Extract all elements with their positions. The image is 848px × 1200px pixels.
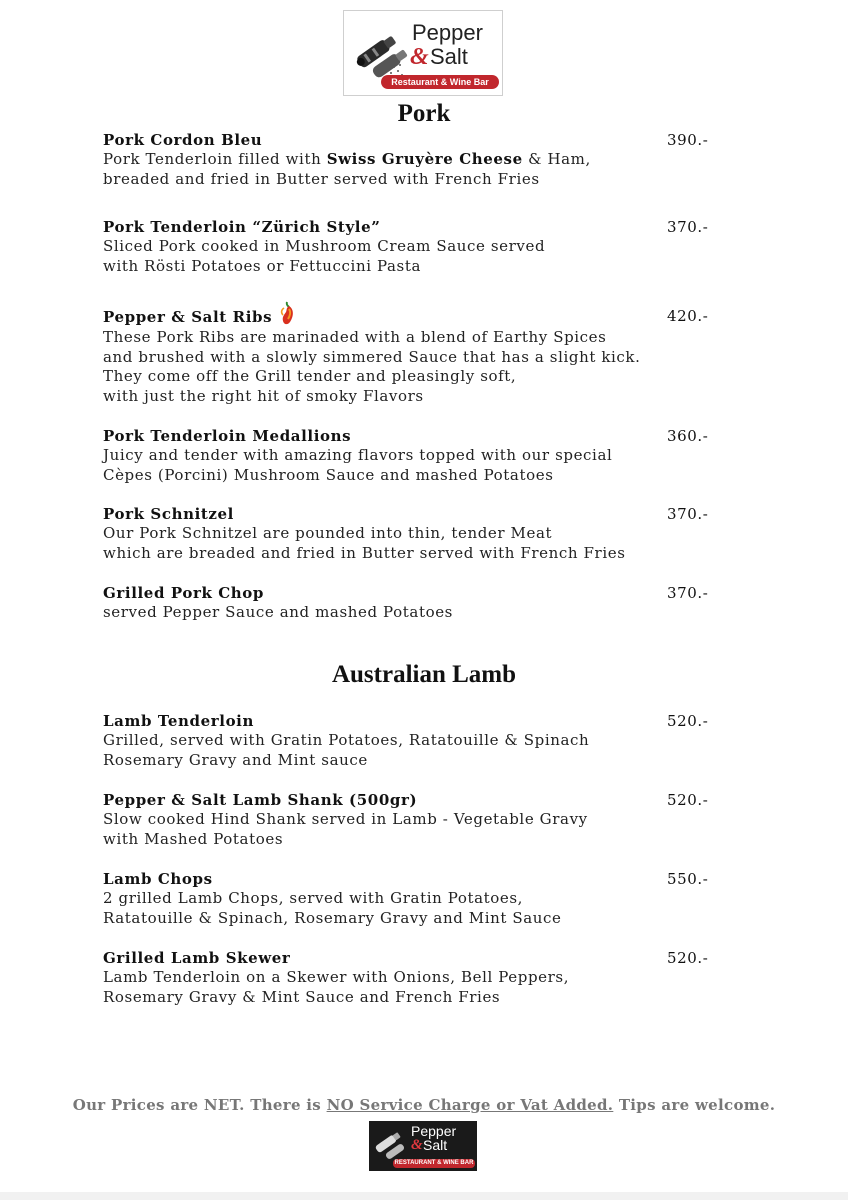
item-name: Pork Tenderloin “Zürich Style” <box>103 218 381 236</box>
item-price: 520.- <box>667 712 709 730</box>
no-service-charge-note: NO Service Charge or Vat Added. <box>326 1096 614 1114</box>
item-price: 520.- <box>667 949 709 967</box>
highlighted-ingredient: Swiss Gruyère Cheese <box>326 150 523 168</box>
item-description: Rosemary Gravy & Mint Sauce and French Fries <box>103 987 501 1006</box>
logo-tagline: RESTAURANT & WINE BAR <box>394 1160 474 1166</box>
logo-ampersand: & <box>411 1137 423 1153</box>
item-price: 370.- <box>667 218 709 236</box>
item-description: which are breaded and fried in Butter served with French Fries <box>103 543 626 562</box>
section-title-lamb: Australian Lamb <box>331 661 517 688</box>
item-description: Slow cooked Hind Shank served in Lamb - Vegetable Gravy <box>103 810 588 828</box>
item-description: with just the right hit of smoky Flavors <box>103 386 424 405</box>
page-bottom-edge <box>0 1192 848 1200</box>
item-price: 370.- <box>667 584 709 602</box>
item-description: Grilled, served with Gratin Potatoes, Ratatouille & Spinach <box>103 731 590 749</box>
menu-item <box>103 130 723 189</box>
item-description: Rosemary Gravy and Mint sauce <box>103 750 368 769</box>
item-description: served Pepper Sauce and mashed Potatoes <box>103 603 453 621</box>
logo-word-pepper: Pepper <box>412 20 483 45</box>
item-name: Pepper & Salt Lamb Shank (500gr) <box>103 791 418 809</box>
item-description: 2 grilled Lamb Chops, served with Gratin Potatoes, <box>103 889 524 907</box>
item-name: Pork Tenderloin Medallions <box>103 427 352 445</box>
item-price: 420.- <box>667 307 709 325</box>
logo-word-pepper: Pepper <box>411 1123 457 1139</box>
item-price: 370.- <box>667 505 709 523</box>
item-description: breaded and fried in Butter served with French Fries <box>103 169 540 188</box>
item-description: These Pork Ribs are marinaded with a blend of Earthy Spices <box>103 328 607 346</box>
menu-item <box>103 504 723 563</box>
section-title-pork: Pork <box>397 100 451 127</box>
item-description: with Mashed Potatoes <box>103 829 284 848</box>
item-description: Pork Tenderloin filled with Swiss Gruyère Cheese & Ham, <box>103 150 591 168</box>
pepper-mill-icon <box>350 21 416 79</box>
item-description: Cèpes (Porcini) Mushroom Sauce and mashed Potatoes <box>103 465 554 484</box>
menu-item <box>103 426 723 485</box>
item-price: 390.- <box>667 131 709 149</box>
menu-item <box>103 711 723 770</box>
menu-item <box>103 217 723 276</box>
item-description: and brushed with a slowly simmered Sauce that has a slight kick. <box>103 347 641 366</box>
pepper-mill-icon <box>372 1124 412 1160</box>
menu-item <box>103 300 723 406</box>
menu-item <box>103 790 723 849</box>
item-name: Grilled Pork Chop <box>103 584 264 602</box>
item-name: Lamb Tenderloin <box>103 712 254 730</box>
item-description: They come off the Grill tender and pleasingly soft, <box>103 367 517 386</box>
item-name: Grilled Lamb Skewer <box>103 949 291 967</box>
item-price: 520.- <box>667 791 709 809</box>
restaurant-logo-top <box>343 10 503 96</box>
footer-price-note: Our Prices are NET. There is NO Service Charge or Vat Added. Tips are welcome. <box>72 1096 776 1114</box>
item-description: Juicy and tender with amazing flavors topped with our special <box>103 446 613 464</box>
menu-item <box>103 869 723 928</box>
item-description: Sliced Pork cooked in Mushroom Cream Sauce served <box>103 237 546 255</box>
logo-word-salt: Salt <box>423 1137 448 1153</box>
item-price: 360.- <box>667 427 709 445</box>
item-description: Our Pork Schnitzel are pounded into thin, tender Meat <box>103 524 553 542</box>
item-price: 550.- <box>667 870 709 888</box>
logo-ampersand: & <box>410 44 429 70</box>
logo-word-salt: Salt <box>430 44 468 69</box>
logo-tagline: Restaurant & Wine Bar <box>381 75 499 89</box>
item-name: Pork Schnitzel <box>103 505 234 523</box>
menu-item <box>103 948 723 1007</box>
item-description: with Rösti Potatoes or Fettuccini Pasta <box>103 256 422 275</box>
item-description: Ratatouille & Spinach, Rosemary Gravy and Mint Sauce <box>103 908 562 927</box>
item-name: Pork Cordon Bleu <box>103 131 263 149</box>
item-name: Pepper & Salt Ribs <box>103 308 273 326</box>
item-description: Lamb Tenderloin on a Skewer with Onions, Bell Peppers, <box>103 968 570 986</box>
menu-item <box>103 583 723 623</box>
item-name-row <box>103 300 723 328</box>
item-name: Lamb Chops <box>103 870 213 888</box>
restaurant-logo-bottom <box>369 1121 477 1171</box>
chili-pepper-icon <box>278 300 296 326</box>
